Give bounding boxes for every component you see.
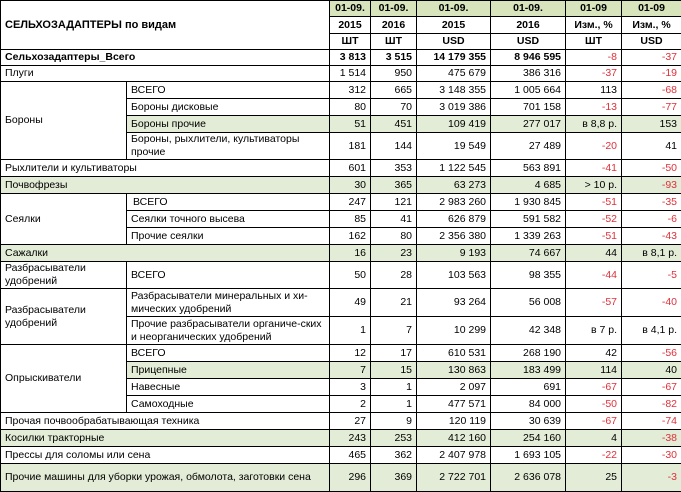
cell-usd-2016: 27 489 [491,133,566,160]
table-row [1,245,681,262]
cell-change-qty: > 10 р. [566,177,622,194]
cell-change-qty: -22 [566,447,622,464]
sub-label: Прицепные [127,362,330,379]
cell-change-usd: -5 [622,262,681,289]
group-label: Разбрасыватели удобрений [1,262,127,289]
cell-qty-2016: 28 [371,262,417,289]
cell-usd-2015: 2 722 701 [417,464,491,492]
cell-usd-2015: 103 563 [417,262,491,289]
cell-change-qty: -67 [566,379,622,396]
table-row [1,430,681,447]
cell-usd-2015: 2 983 260 [417,194,491,211]
cell-usd-2015: 109 419 [417,116,491,133]
cell-change-usd: -38 [622,430,681,447]
cell-usd-2016: 254 160 [491,430,566,447]
sub-label: ВСЕГО [127,194,330,211]
cell-usd-2015: 63 273 [417,177,491,194]
cell-qty-2015: 465 [330,447,371,464]
row-label: Сажалки [1,245,330,262]
cell-change-qty: 114 [566,362,622,379]
cell-change-usd: -3 [622,464,681,492]
cell-qty-2016: 253 [371,430,417,447]
cell-qty-2015: 1 514 [330,66,371,82]
row-label: Почвофрезы [1,177,330,194]
cell-change-qty: -57 [566,289,622,317]
cell-usd-2016: 183 499 [491,362,566,379]
table-row [1,464,681,492]
row-label: Косилки тракторные [1,430,330,447]
sub-label: Бороны прочие [127,116,330,133]
cell-qty-2015: 3 [330,379,371,396]
cell-qty-2015: 30 [330,177,371,194]
cell-usd-2015: 130 863 [417,362,491,379]
header-year: 2015 [330,17,371,34]
header-unit: USD [491,34,566,50]
cell-usd-2016: 56 008 [491,289,566,317]
header-unit: ШТ [566,34,622,50]
cell-usd-2016: 2 636 078 [491,464,566,492]
cell-qty-2015: 296 [330,464,371,492]
header-period: 01-09 [566,1,622,17]
cell-qty-2016: 70 [371,99,417,116]
cell-qty-2016: 121 [371,194,417,211]
cell-usd-2015: 475 679 [417,66,491,82]
table-row [1,160,681,177]
cell-qty-2016: 41 [371,211,417,228]
table-row [1,289,681,317]
cell-usd-2016: 1 930 845 [491,194,566,211]
cell-change-usd: -35 [622,194,681,211]
cell-qty-2015: 7 [330,362,371,379]
cell-change-usd: -77 [622,99,681,116]
cell-qty-2016: 353 [371,160,417,177]
sub-label: Самоходные [127,396,330,413]
cell-qty-2015: 51 [330,116,371,133]
cell-qty-2016: 365 [371,177,417,194]
cell-usd-2016: 1 005 664 [491,82,566,99]
cell-change-qty: -50 [566,396,622,413]
cell-change-usd: -6 [622,211,681,228]
sub-label: ВСЕГО [127,82,330,99]
cell-change-qty: -20 [566,133,622,160]
header-year: Изм., % [566,17,622,34]
cell-usd-2016: 1 693 105 [491,447,566,464]
header-period: 01-09. [371,1,417,17]
cell-usd-2016: 563 891 [491,160,566,177]
cell-qty-2016: 7 [371,317,417,345]
sub-label: Сеялки точного высева [127,211,330,228]
cell-usd-2016: 268 190 [491,345,566,362]
cell-usd-2015: 477 571 [417,396,491,413]
cell-usd-2016: 4 685 [491,177,566,194]
cell-qty-2016: 950 [371,66,417,82]
cell-usd-2015: 2 097 [417,379,491,396]
table-row [1,413,681,430]
header-unit: USD [622,34,681,50]
cell-change-qty: -8 [566,50,622,66]
cell-qty-2016: 369 [371,464,417,492]
cell-change-usd: -30 [622,447,681,464]
row-label: Прессы для соломы или сена [1,447,330,464]
cell-usd-2016: 701 158 [491,99,566,116]
table-row [1,82,681,99]
cell-qty-2015: 85 [330,211,371,228]
table-row [1,262,681,289]
row-label: Прочая почвообрабатывающая техника [1,413,330,430]
cell-usd-2015: 626 879 [417,211,491,228]
cell-usd-2015: 3 019 386 [417,99,491,116]
group-label: Бороны [1,82,127,160]
cell-usd-2015: 2 407 978 [417,447,491,464]
cell-change-qty: -41 [566,160,622,177]
table-title: СЕЛЬХОЗАДАПТЕРЫ по видам [1,1,330,50]
header-year: 2015 [417,17,491,34]
cell-change-usd: -43 [622,228,681,245]
cell-change-qty: 44 [566,245,622,262]
header-year: Изм., % [622,17,681,34]
cell-usd-2016: 277 017 [491,116,566,133]
cell-change-usd: -74 [622,413,681,430]
sub-label: Прочие разбрасыватели органиче-ских и неорганических удобрений [127,317,330,345]
sub-label: Прочие сеялки [127,228,330,245]
sub-label: ВСЕГО [127,345,330,362]
cell-change-qty: -67 [566,413,622,430]
cell-usd-2016: 591 582 [491,211,566,228]
cell-qty-2015: 312 [330,82,371,99]
cell-qty-2016: 144 [371,133,417,160]
cell-change-qty: 25 [566,464,622,492]
cell-change-usd: в 8,1 р. [622,245,681,262]
cell-usd-2015: 610 531 [417,345,491,362]
cell-usd-2015: 9 193 [417,245,491,262]
cell-change-usd: в 4,1 р. [622,317,681,345]
cell-qty-2016: 451 [371,116,417,133]
cell-usd-2015: 19 549 [417,133,491,160]
cell-usd-2016: 386 316 [491,66,566,82]
cell-change-usd: -68 [622,82,681,99]
sub-label: Навесные [127,379,330,396]
cell-change-qty: -52 [566,211,622,228]
cell-qty-2016: 1 [371,379,417,396]
sub-label: Бороны, рыхлители, культиваторы прочие [127,133,330,160]
cell-qty-2016: 362 [371,447,417,464]
cell-qty-2016: 23 [371,245,417,262]
cell-usd-2016: 691 [491,379,566,396]
header-year: 2016 [491,17,566,34]
cell-qty-2015: 27 [330,413,371,430]
cell-usd-2016: 1 339 263 [491,228,566,245]
cell-usd-2015: 10 299 [417,317,491,345]
cell-change-usd: -93 [622,177,681,194]
header-unit: ШТ [371,34,417,50]
cell-qty-2016: 3 515 [371,50,417,66]
cell-change-qty: -51 [566,194,622,211]
row-label: Рыхлители и культиваторы [1,160,330,177]
cell-usd-2016: 84 000 [491,396,566,413]
cell-change-qty: -37 [566,66,622,82]
header-period: 01-09. [491,1,566,17]
table-row-total [1,50,681,66]
sub-label: ВСЕГО [127,262,330,289]
row-label: Плуги [1,66,330,82]
cell-change-usd: -56 [622,345,681,362]
row-label: Прочие машины для уборки урожая, обмолота, заготовки сена [1,464,330,492]
table-row [1,66,681,82]
header-period: 01-09. [417,1,491,17]
cell-change-usd: -19 [622,66,681,82]
cell-qty-2016: 80 [371,228,417,245]
cell-usd-2016: 42 348 [491,317,566,345]
cell-qty-2015: 80 [330,99,371,116]
cell-qty-2015: 3 813 [330,50,371,66]
header-unit: ШТ [330,34,371,50]
cell-usd-2015: 93 264 [417,289,491,317]
cell-usd-2016: 74 667 [491,245,566,262]
cell-qty-2015: 162 [330,228,371,245]
cell-qty-2016: 1 [371,396,417,413]
header-period: 01-09 [622,1,681,17]
group-label: Опрыскиватели [1,345,127,413]
cell-qty-2016: 21 [371,289,417,317]
cell-usd-2015: 120 119 [417,413,491,430]
cell-change-usd: -82 [622,396,681,413]
cell-change-qty: 4 [566,430,622,447]
cell-change-usd: -50 [622,160,681,177]
group-label: Сеялки [1,194,127,245]
cell-change-usd: 153 [622,116,681,133]
cell-usd-2015: 3 148 355 [417,82,491,99]
cell-usd-2015: 2 356 380 [417,228,491,245]
sub-label: Разбрасыватели минеральных и хи-мических удобрений [127,289,330,317]
table-row [1,194,681,211]
cell-qty-2015: 243 [330,430,371,447]
cell-qty-2015: 2 [330,396,371,413]
cell-qty-2015: 12 [330,345,371,362]
cell-usd-2016: 8 946 595 [491,50,566,66]
cell-change-qty: в 7 р. [566,317,622,345]
cell-change-usd: -37 [622,50,681,66]
cell-usd-2016: 98 355 [491,262,566,289]
row-label: Сельхозадаптеры_Всего [1,50,330,66]
cell-change-qty: -51 [566,228,622,245]
cell-qty-2015: 50 [330,262,371,289]
cell-change-qty: в 8,8 р. [566,116,622,133]
table-row [1,447,681,464]
cell-qty-2015: 16 [330,245,371,262]
cell-qty-2016: 17 [371,345,417,362]
cell-usd-2015: 1 122 545 [417,160,491,177]
cell-qty-2015: 247 [330,194,371,211]
table-row [1,345,681,362]
cell-change-qty: 42 [566,345,622,362]
table-row [1,177,681,194]
cell-qty-2015: 601 [330,160,371,177]
cell-usd-2015: 412 160 [417,430,491,447]
cell-usd-2016: 30 639 [491,413,566,430]
cell-qty-2015: 49 [330,289,371,317]
cell-usd-2015: 14 179 355 [417,50,491,66]
cell-qty-2015: 1 [330,317,371,345]
cell-change-qty: 113 [566,82,622,99]
cell-qty-2016: 15 [371,362,417,379]
header-unit: USD [417,34,491,50]
cell-qty-2016: 9 [371,413,417,430]
cell-change-usd: -67 [622,379,681,396]
cell-change-qty: -13 [566,99,622,116]
group-label: Разбрасыватели удобрений [1,289,127,345]
header-period: 01-09. [330,1,371,17]
sub-label: Бороны дисковые [127,99,330,116]
cell-change-usd: 41 [622,133,681,160]
cell-change-usd: 40 [622,362,681,379]
cell-qty-2015: 181 [330,133,371,160]
cell-qty-2016: 665 [371,82,417,99]
header-year: 2016 [371,17,417,34]
cell-change-qty: -44 [566,262,622,289]
cell-change-usd: -40 [622,289,681,317]
